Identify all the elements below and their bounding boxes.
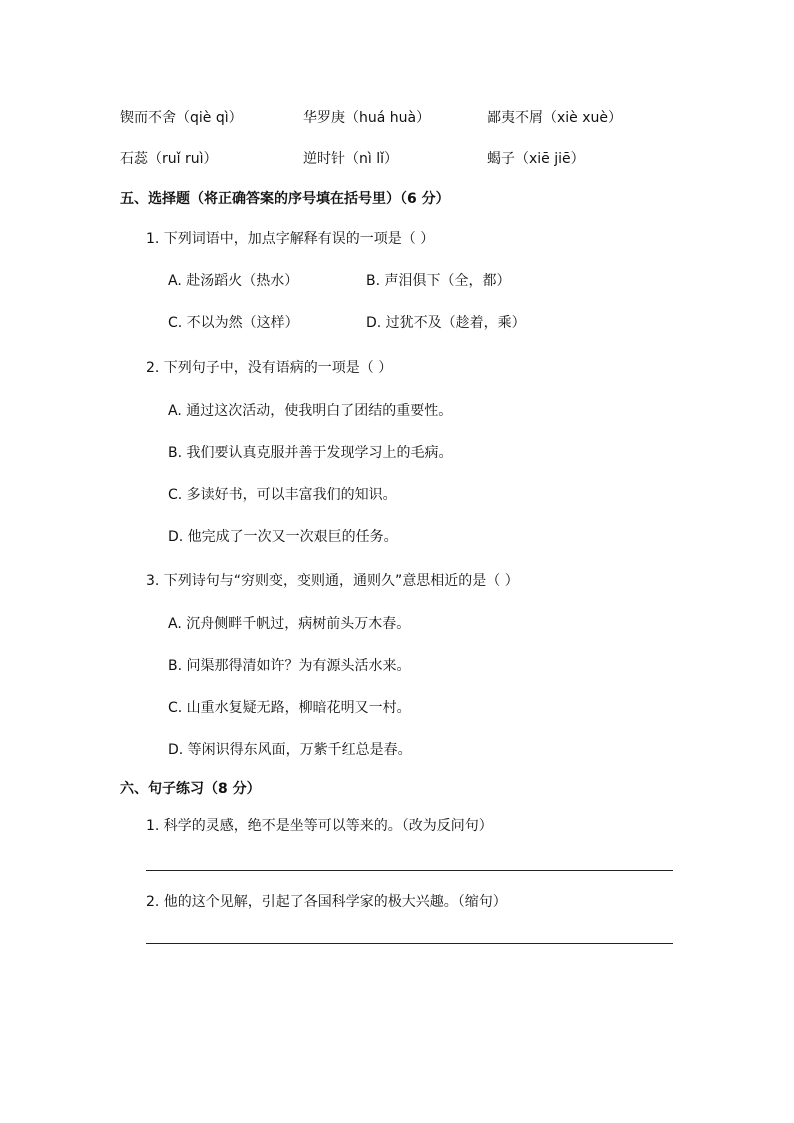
question-3-option-a: A. 沉舟侧畔千帆过，病树前头万木春。 xyxy=(168,616,411,632)
question-1-option-c: C. 不以为然（这样） xyxy=(168,315,299,331)
pinyin-row-1 xyxy=(0,107,794,131)
pinyin-item: 逆时针（nì lǐ） xyxy=(303,151,398,167)
question-3-option-d: D. 等闲识得东风面，万紫千红总是春。 xyxy=(168,742,412,758)
question-2-option-d: D. 他完成了一次又一次艰巨的任务。 xyxy=(168,529,398,545)
question-1-stem: 1. 下列词语中，加点字解释有误的一项是（ ） xyxy=(146,231,435,247)
answer-line-1[interactable] xyxy=(146,870,673,871)
question-1-option-b: B. 声泪俱下（全，都） xyxy=(366,273,511,289)
question-3-option-b: B. 问渠那得清如许？为有源头活水来。 xyxy=(168,658,411,674)
question-2-stem: 2. 下列句子中，没有语病的一项是（ ） xyxy=(146,360,393,376)
question-1-option-d: D. 过犹不及（趁着，乘） xyxy=(366,315,526,331)
sentence-question-1: 1. 科学的灵感，绝不是坐等可以等来的。（改为反问句） xyxy=(146,818,493,834)
question-1-option-a: A. 赴汤蹈火（热水） xyxy=(168,273,299,289)
sentence-question-2: 2. 他的这个见解，引起了各国科学家的极大兴趣。（缩句） xyxy=(146,894,507,910)
pinyin-item: 鄙夷不屑（xiè xuè） xyxy=(487,110,623,126)
question-3-option-c: C. 山重水复疑无路，柳暗花明又一村。 xyxy=(168,700,411,716)
section6-title: 六、句子练习（8 分） xyxy=(120,781,261,797)
question-2-option-b: B. 我们要认真克服并善于发现学习上的毛病。 xyxy=(168,445,453,461)
pinyin-item: 石蕊（ruǐ ruì） xyxy=(120,151,218,167)
pinyin-item: 华罗庚（huá huà） xyxy=(303,110,431,126)
question-2-option-c: C. 多读好书，可以丰富我们的知识。 xyxy=(168,487,397,503)
section5-title: 五、选择题（将正确答案的序号填在括号里）（6 分） xyxy=(120,191,450,207)
pinyin-item: 蝎子（xiē jiē） xyxy=(487,151,585,167)
question-2-option-a: A. 通过这次活动，使我明白了团结的重要性。 xyxy=(168,403,453,419)
pinyin-item: 锲而不舍（qiè qì） xyxy=(120,110,243,126)
question-3-stem: 3. 下列诗句与“穷则变，变则通，通则久”意思相近的是（ ） xyxy=(146,573,519,589)
answer-line-2[interactable] xyxy=(146,943,673,944)
pinyin-row-2 xyxy=(0,148,794,172)
